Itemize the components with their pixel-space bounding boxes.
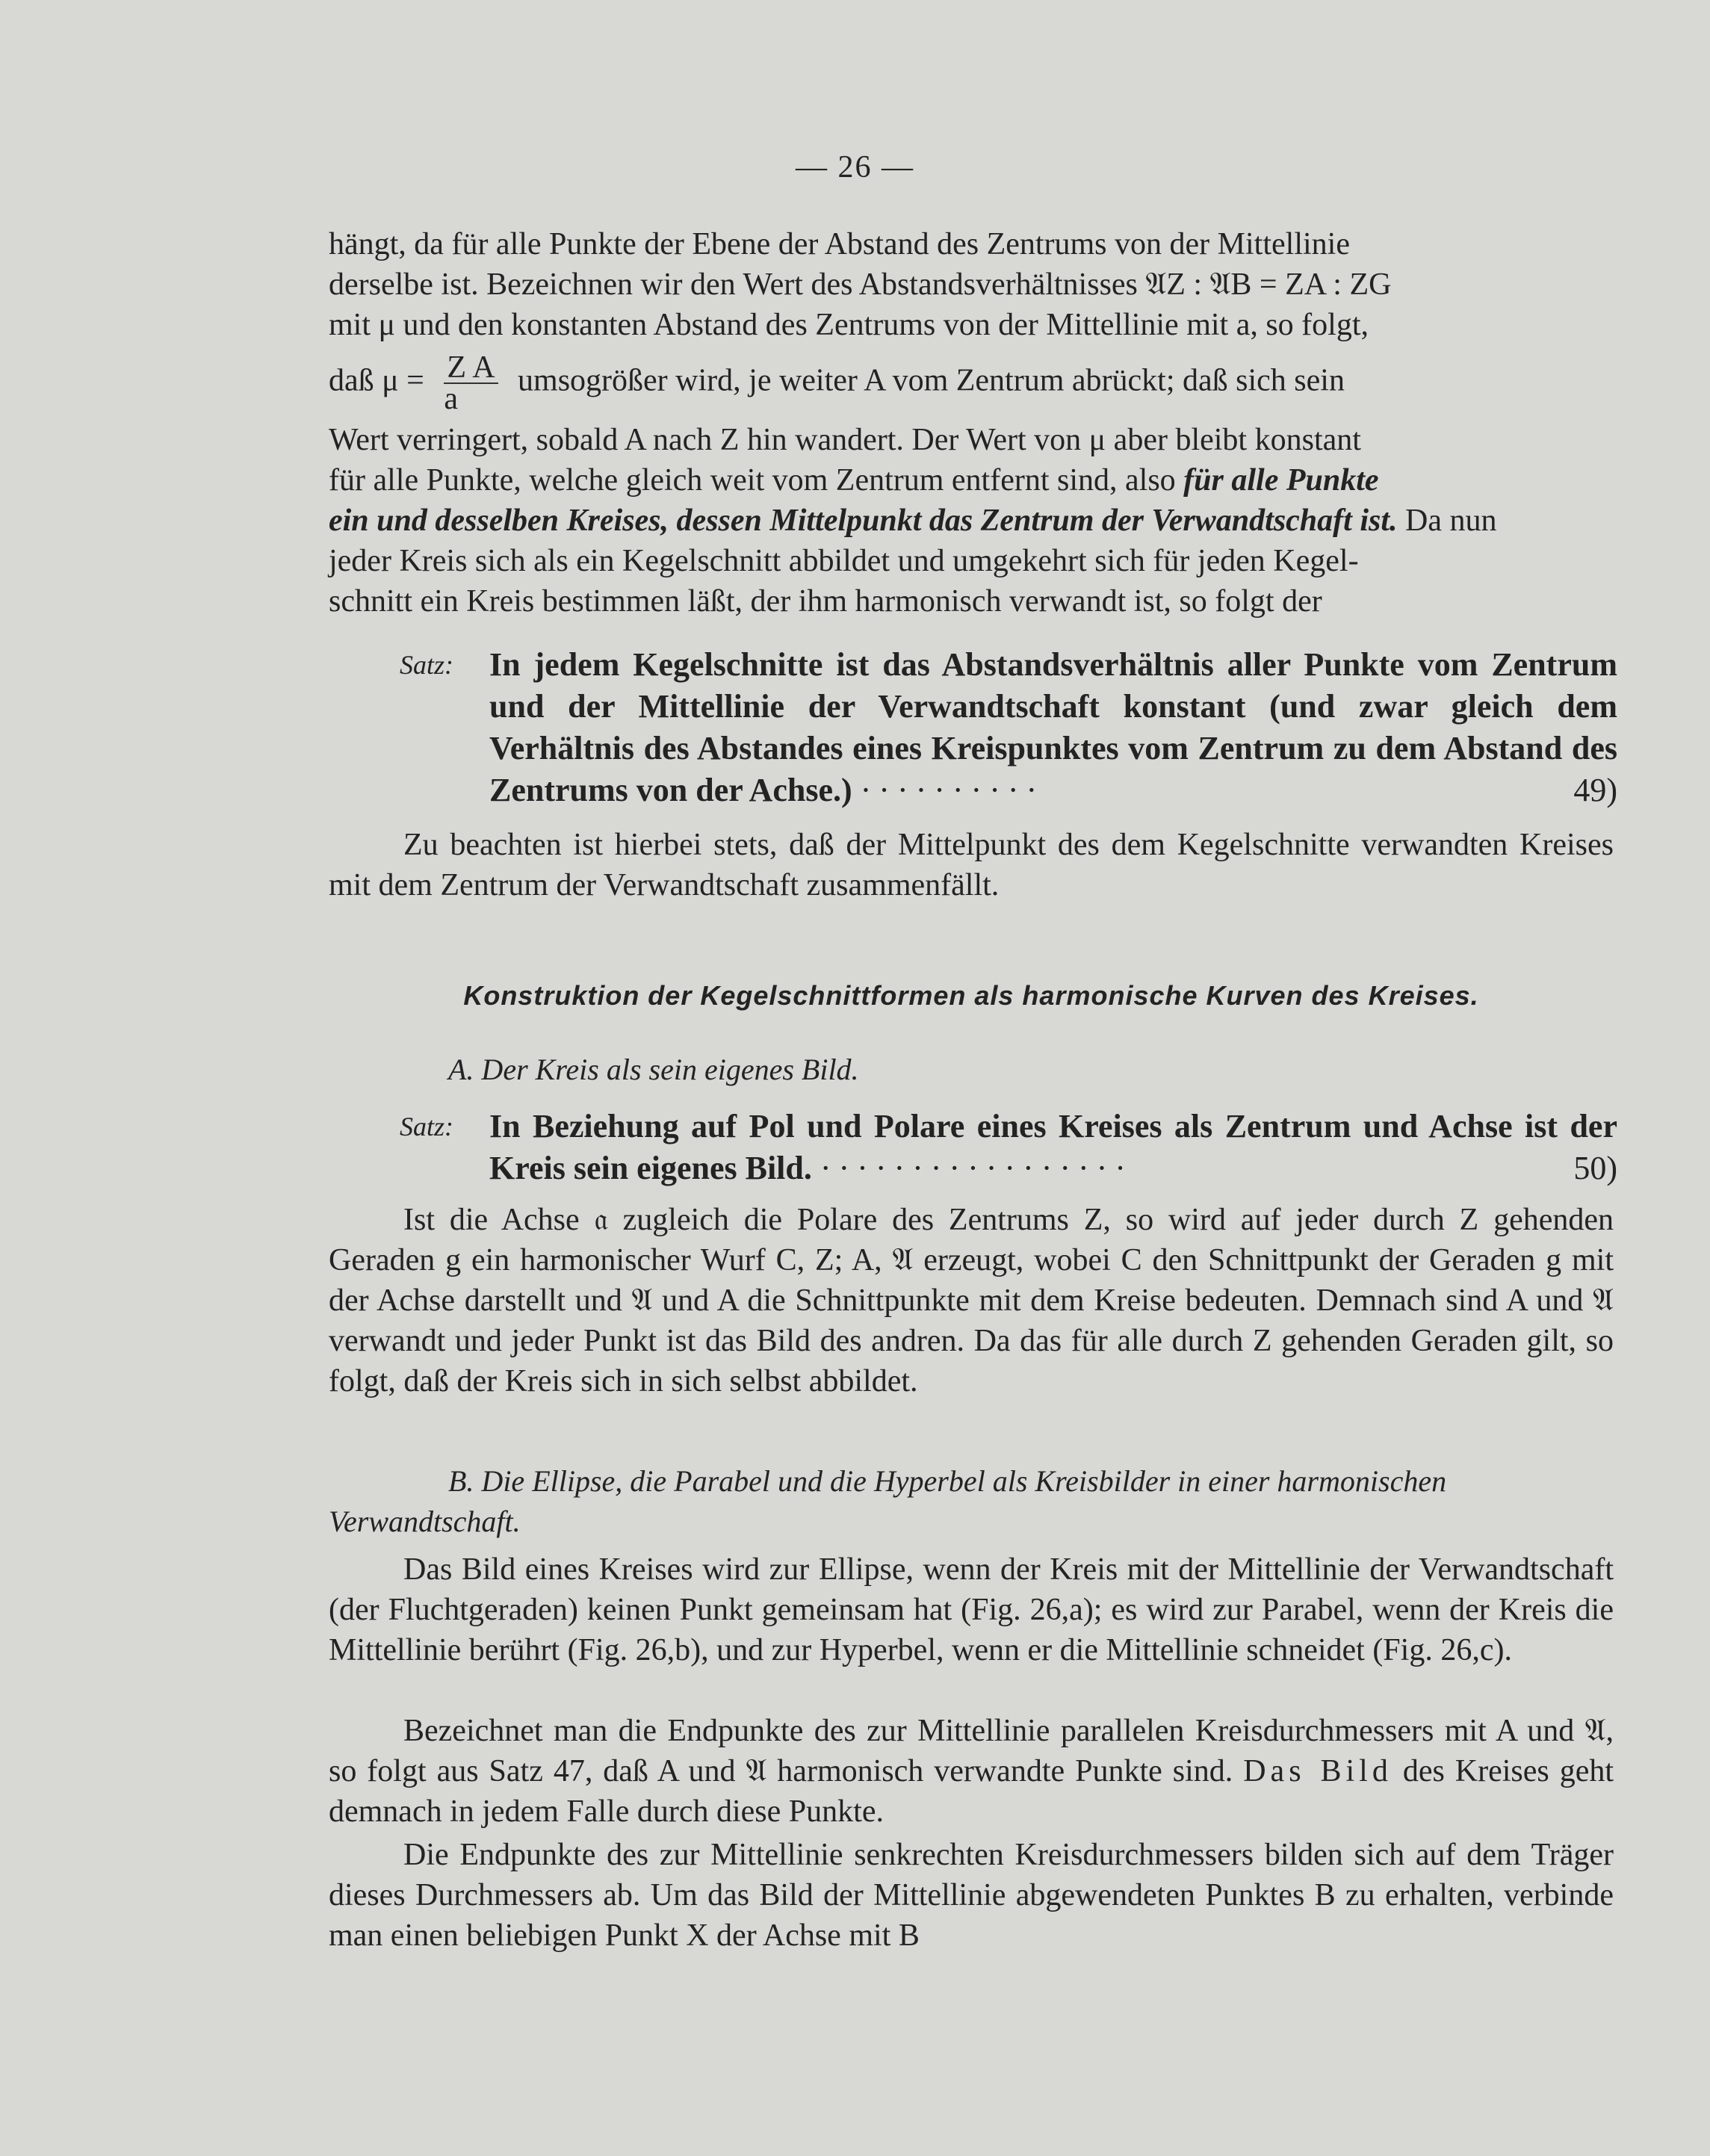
p1-line-1: hängt, da für alle Punkte der Ebene der Abstand des Zentrums von der Mittellinie xyxy=(329,227,1350,261)
p1-line-4-post: umsogrößer wird, je weiter A vom Zentrum abrückt; daß sich sein xyxy=(518,363,1345,398)
theorem-50 xyxy=(400,1106,1617,1189)
p1-line-6-pre: für alle Punkte, welche gleich weit vom Zentrum entfernt sind, also xyxy=(329,463,1176,498)
paragraph-5 xyxy=(329,1711,1614,1832)
paragraph-6: Die Endpunkte des zur Mittellinie senkrechten Kreisdurchmessers bilden sich auf dem Träger dieses Durchmessers ab. Um das Bild der Mittellinie abgewendeten Punktes B zu erhalten, verbinde man einen beliebigen Punkt X der Achse mit B xyxy=(329,1838,1614,1953)
p1-line-7-post: Da nun xyxy=(1405,504,1497,538)
fraction-numerator: Z A xyxy=(444,353,498,384)
p1-line-7-italic: ein und desselben Kreises, dessen Mittelpunkt das Zentrum der Verwandtschaft ist. xyxy=(329,504,1398,538)
p1-line-8: jeder Kreis sich als ein Kegelschnitt abbildet und umgekehrt sich für jeden Kegel- xyxy=(329,544,1359,578)
theorem-49-dots: ·········· xyxy=(860,772,1045,808)
p1-line-4-pre: daß μ = xyxy=(329,363,424,398)
section-heading: Konstruktion der Kegelschnittformen als harmonische Kurven des Kreises. xyxy=(463,980,1479,1011)
p1-line-2: derselbe ist. Bezeichnen wir den Wert des Abstandsverhältnisses 𝔄Z : 𝔄B = ZA : ZG xyxy=(329,267,1392,302)
theorem-50-text xyxy=(489,1106,1617,1189)
p1-line-6-italic: für alle Punkte xyxy=(1183,463,1379,498)
fraction xyxy=(444,350,498,416)
theorem-49 xyxy=(400,644,1617,811)
subsection-b: B. Die Ellipse, die Parabel und die Hyperbel als Kreisbilder in einer harmonischen Verwandtschaft. xyxy=(329,1464,1447,1538)
p1-line-4 xyxy=(329,350,1614,416)
p1-line-3: mit μ und den konstanten Abstand des Zentrums von der Mittellinie mit a, so folgt, xyxy=(329,308,1369,342)
theorem-49-text xyxy=(489,644,1617,811)
theorem-49-body: In jedem Kegelschnitte ist das Abstandsverhältnis aller Punkte vom Zentrum und der Mittellinie der Verwandtschaft konstant (und zwar gleich dem Verhältnis des Abstandes eines Kreispunktes vom Zentrum zu dem Abstand des Zentrums von der Achse.) xyxy=(489,646,1617,808)
p1-line-9: schnitt ein Kreis bestimmen läßt, der ihm harmonisch verwandt ist, so folgt der xyxy=(329,584,1322,619)
p1-line-5: Wert verringert, sobald A nach Z hin wandert. Der Wert von μ aber bleibt konstant xyxy=(329,423,1361,457)
paragraph-5-end: des Kreises geht demnach in jedem Falle durch diese Punkte. xyxy=(329,1754,1614,1829)
paragraph-5-main: Bezeichnet man die Endpunkte des zur Mittellinie parallelen Kreisdurchmessers mit A und 𝔄, so folgt aus Satz 47, daß A und 𝔄 harmonisch verwandte Punkte sind. xyxy=(329,1714,1614,1788)
paragraph-4: Das Bild eines Kreises wird zur Ellipse, wenn der Kreis mit der Mittellinie der Verwandtschaft (der Fluchtgeraden) keinen Punkt gemeinsam hat (Fig. 26,a); es wird zur Parabel, wenn der Kreis die Mittellinie berührt (Fig. 26,b), und zur Hyperbel, wenn er die Mittellinie schneidet (Fig. 26,c). xyxy=(329,1552,1614,1667)
paragraph-5-spaced: Das Bild xyxy=(1243,1754,1393,1788)
theorem-50-body: In Beziehung auf Pol und Polare eines Kreises als Zentrum und Achse ist der Kreis sein eigenes Bild. xyxy=(489,1108,1617,1186)
paragraph-1 xyxy=(329,224,1614,622)
theorem-50-dots: ················· xyxy=(820,1150,1133,1186)
fraction-denominator: a xyxy=(444,382,459,416)
theorem-50-number: 50) xyxy=(1573,1150,1617,1186)
theorem-50-label: Satz: xyxy=(400,1112,453,1141)
paragraph-3: Ist die Achse 𝔞 zugleich die Polare des Zentrums Z, so wird auf jeder durch Z gehenden Geraden g ein harmonischer Wurf C, Z; A, 𝔄 erzeugt, wobei C den Schnittpunkt der Geraden g mit der Achse darstellt und 𝔄 und A die Schnittpunkte mit dem Kreise bedeuten. Demnach sind A und 𝔄 verwandt und jeder Punkt ist das Bild des andren. Da das für alle durch Z gehenden Geraden gilt, so folgt, daß der Kreis sich in sich selbst abbildet. xyxy=(329,1203,1614,1398)
p1-line-7 xyxy=(329,501,1614,541)
p1-line-6 xyxy=(329,460,1614,501)
theorem-49-number: 49) xyxy=(1573,772,1617,808)
theorem-49-label: Satz: xyxy=(400,650,453,680)
page-number: — 26 — xyxy=(796,150,914,185)
paragraph-2: Zu beachten ist hierbei stets, daß der Mittelpunkt des dem Kegelschnitte verwandten Kreises mit dem Zentrum der Verwandtschaft zusammenfällt. xyxy=(329,828,1614,902)
subsection-a: A. Der Kreis als sein eigenes Bild. xyxy=(448,1053,859,1086)
